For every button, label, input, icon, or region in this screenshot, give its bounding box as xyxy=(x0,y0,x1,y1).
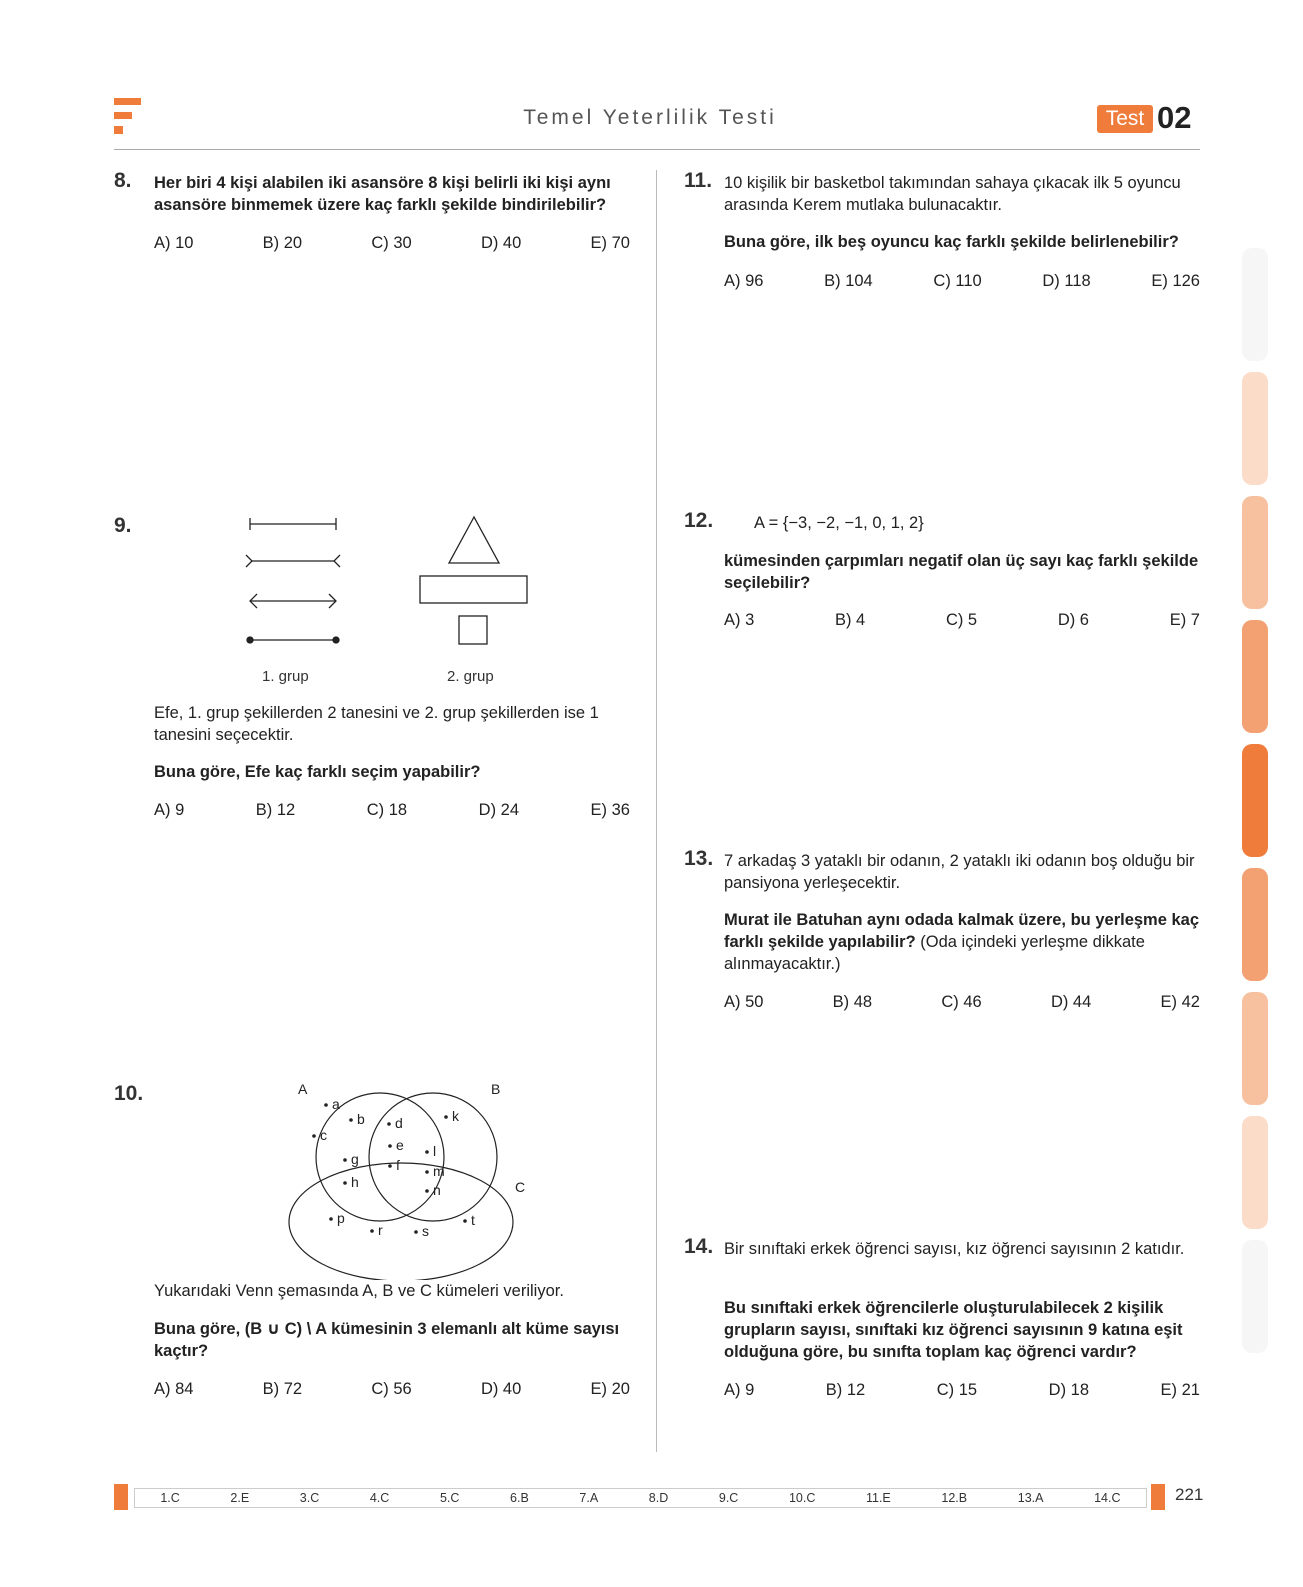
answer-key-item: 10.C xyxy=(788,1491,816,1505)
svg-text:l: l xyxy=(433,1143,437,1159)
option-e[interactable]: E) 7 xyxy=(1169,611,1200,629)
svg-text:p: p xyxy=(337,1210,345,1226)
option-d[interactable]: D) 44 xyxy=(1050,993,1092,1011)
option-b[interactable]: B) 12 xyxy=(255,801,296,819)
answer-key-item: 3.C xyxy=(299,1491,320,1505)
footer-accent-left xyxy=(114,1484,128,1510)
option-d[interactable]: D) 18 xyxy=(1048,1381,1090,1399)
svg-text:g: g xyxy=(351,1151,359,1167)
option-e[interactable]: E) 42 xyxy=(1160,993,1200,1011)
svg-text:f: f xyxy=(396,1157,400,1173)
question-prompt: Buna göre, Efe kaç farklı seçim yapabilir? xyxy=(154,763,481,781)
svg-text:n: n xyxy=(433,1182,441,1198)
option-c[interactable]: C) 15 xyxy=(936,1381,978,1399)
question-prompt: Murat ile Batuhan aynı odada kalmak üzere, bu yerleşme kaç farklı şekilde yapılabilir? (Oda içindeki yerleşme dikkate alınmayacaktır.) xyxy=(724,911,1200,973)
set-b-label: B xyxy=(491,1081,501,1097)
triangle-shape xyxy=(449,517,499,563)
answer-key-item: 13.A xyxy=(1017,1491,1044,1505)
option-c[interactable]: C) 5 xyxy=(945,611,978,629)
side-tab[interactable] xyxy=(1242,620,1268,733)
answer-options xyxy=(154,234,630,253)
side-tab[interactable] xyxy=(1242,1240,1268,1353)
option-b[interactable]: B) 20 xyxy=(262,234,303,252)
dot-segment-shape xyxy=(247,637,339,643)
answer-key-item: 1.C xyxy=(160,1491,180,1505)
venn-elements xyxy=(312,1096,475,1239)
svg-text:m: m xyxy=(433,1163,445,1179)
question-text: Yukarıdaki Venn şemasında A, B ve C kümeleri veriliyor. xyxy=(154,1282,564,1300)
column-divider xyxy=(656,170,657,1452)
option-c[interactable]: C) 46 xyxy=(941,993,982,1011)
side-tab[interactable] xyxy=(1242,496,1268,609)
option-b[interactable]: B) 12 xyxy=(825,1381,866,1399)
side-tab[interactable] xyxy=(1242,248,1268,361)
option-d[interactable]: D) 40 xyxy=(480,234,522,252)
svg-text:k: k xyxy=(452,1108,459,1124)
option-d[interactable]: D) 40 xyxy=(480,1380,522,1398)
option-c[interactable]: C) 18 xyxy=(366,801,408,819)
answer-key xyxy=(134,1488,1147,1508)
question-text: 7 arkadaş 3 yataklı bir odanın, 2 yataklı iki odanın boş olduğu bir pansiyona yerleşecektir. xyxy=(724,852,1195,892)
answer-options xyxy=(724,993,1200,1012)
option-d[interactable]: D) 6 xyxy=(1057,611,1089,629)
footer-accent-right xyxy=(1151,1484,1165,1510)
question-number: 11. xyxy=(684,169,713,192)
answer-options xyxy=(724,272,1200,291)
svg-text:d: d xyxy=(395,1115,403,1131)
option-e[interactable]: E) 21 xyxy=(1160,1381,1200,1399)
svg-text:e: e xyxy=(396,1137,404,1153)
option-a[interactable]: A) 9 xyxy=(154,801,185,819)
question-prompt: Bu sınıftaki erkek öğrencilerle oluşturulabilecek 2 kişilik grupların sayısı, sınıftaki kız öğrenci sayısının 9 katına eşit olduğuna göre, bu sınıfta toplam kaç öğrenci vardır? xyxy=(724,1299,1183,1361)
option-e[interactable]: E) 36 xyxy=(590,801,630,819)
page-title: Temel Yeterlilik Testi xyxy=(523,106,777,129)
svg-text:h: h xyxy=(351,1174,359,1190)
segment-shape xyxy=(250,518,336,530)
option-e[interactable]: E) 70 xyxy=(590,234,630,252)
svg-text:r: r xyxy=(378,1222,383,1238)
answer-options xyxy=(154,1380,630,1399)
question-text: Efe, 1. grup şekillerden 2 tanesini ve 2. grup şekillerden ise 1 tanesini seçecektir. xyxy=(154,704,599,744)
side-tab[interactable] xyxy=(1242,1116,1268,1229)
question-text: 10 kişilik bir basketbol takımından sahaya çıkacak ilk 5 oyuncu arasında Kerem mutlaka bulunacaktır. xyxy=(724,174,1181,214)
answer-key-item: 5.C xyxy=(439,1491,460,1505)
svg-text:b: b xyxy=(357,1111,365,1127)
option-a[interactable]: A) 96 xyxy=(724,272,764,290)
double-arrow-shape xyxy=(250,594,336,608)
answer-key-item: 9.C xyxy=(718,1491,739,1505)
option-d[interactable]: D) 24 xyxy=(478,801,520,819)
answer-key-item: 4.C xyxy=(369,1491,390,1505)
group-2-label: 2. grup xyxy=(447,668,494,685)
option-a[interactable]: A) 84 xyxy=(154,1380,194,1398)
square-shape xyxy=(459,616,487,644)
side-tab-active[interactable] xyxy=(1242,744,1268,857)
option-a[interactable]: A) 10 xyxy=(154,234,194,252)
side-tab[interactable] xyxy=(1242,868,1268,981)
answer-key-item: 12.B xyxy=(941,1491,968,1505)
test-number: 02 xyxy=(1157,100,1192,135)
page-number: 221 xyxy=(1175,1485,1204,1504)
answer-options xyxy=(154,801,630,820)
answer-key-item: 8.D xyxy=(648,1491,669,1505)
option-e[interactable]: E) 20 xyxy=(590,1380,630,1398)
svg-text:s: s xyxy=(422,1223,429,1239)
outward-tails-shape xyxy=(246,555,340,567)
option-c[interactable]: C) 56 xyxy=(371,1380,412,1398)
option-b[interactable]: B) 72 xyxy=(262,1380,303,1398)
option-a[interactable]: A) 9 xyxy=(724,1381,755,1399)
question-number: 8. xyxy=(114,169,132,192)
option-b[interactable]: B) 104 xyxy=(824,272,873,290)
question-number: 10. xyxy=(114,1082,144,1105)
answer-key-item: 6.B xyxy=(510,1491,529,1505)
option-b[interactable]: B) 48 xyxy=(832,993,873,1011)
set-c-label: C xyxy=(515,1179,526,1195)
option-a[interactable]: A) 3 xyxy=(724,611,755,629)
svg-text:a: a xyxy=(332,1096,340,1112)
shape-groups-figure xyxy=(240,510,560,660)
set-expression: A = {−3, −2, −1, 0, 1, 2} xyxy=(754,514,924,532)
answer-options xyxy=(724,611,1200,630)
option-e[interactable]: E) 126 xyxy=(1151,272,1200,290)
set-a-circle xyxy=(316,1093,444,1221)
option-c[interactable]: C) 30 xyxy=(371,234,412,252)
option-b[interactable]: B) 4 xyxy=(834,611,866,629)
question-number: 13. xyxy=(684,847,714,870)
question-prompt: Buna göre, (B ∪ C) \ A kümesinin 3 elemanlı alt küme sayısı kaçtır? xyxy=(154,1320,620,1360)
answer-options xyxy=(724,1381,1200,1400)
group-1-label: 1. grup xyxy=(262,668,309,685)
venn-diagram xyxy=(280,1080,540,1280)
question-text: Her biri 4 kişi alabilen iki asansöre 8 kişi belirli iki kişi aynı asansöre binmemek üzere kaç farklı şekilde bindirilebilir? xyxy=(154,174,611,214)
set-a-label: A xyxy=(298,1081,308,1097)
side-tab[interactable] xyxy=(1242,372,1268,485)
answer-key-item: 11.E xyxy=(865,1491,891,1505)
question-prompt: kümesinden çarpımları negatif olan üç sayı kaç farklı şekilde seçilebilir? xyxy=(724,552,1199,592)
option-d[interactable]: D) 118 xyxy=(1042,272,1091,290)
option-a[interactable]: A) 50 xyxy=(724,993,764,1011)
header-divider xyxy=(114,149,1200,150)
question-number: 14. xyxy=(684,1235,714,1258)
question-number: 12. xyxy=(684,509,714,532)
answer-key-item: 2.E xyxy=(230,1491,250,1505)
set-c-ellipse xyxy=(289,1163,513,1280)
svg-text:t: t xyxy=(471,1212,475,1228)
rectangle-shape xyxy=(420,576,527,603)
question-prompt: Buna göre, ilk beş oyuncu kaç farklı şekilde belirlenebilir? xyxy=(724,233,1179,251)
option-c[interactable]: C) 110 xyxy=(933,272,982,290)
answer-key-item: 7.A xyxy=(579,1491,599,1505)
side-tab[interactable] xyxy=(1242,992,1268,1105)
question-number: 9. xyxy=(114,514,132,537)
question-text: Bir sınıftaki erkek öğrenci sayısı, kız öğrenci sayısının 2 katıdır. xyxy=(724,1240,1185,1258)
test-badge: Test xyxy=(1097,105,1153,133)
answer-key-item: 14.C xyxy=(1094,1491,1121,1505)
svg-text:c: c xyxy=(320,1127,327,1143)
